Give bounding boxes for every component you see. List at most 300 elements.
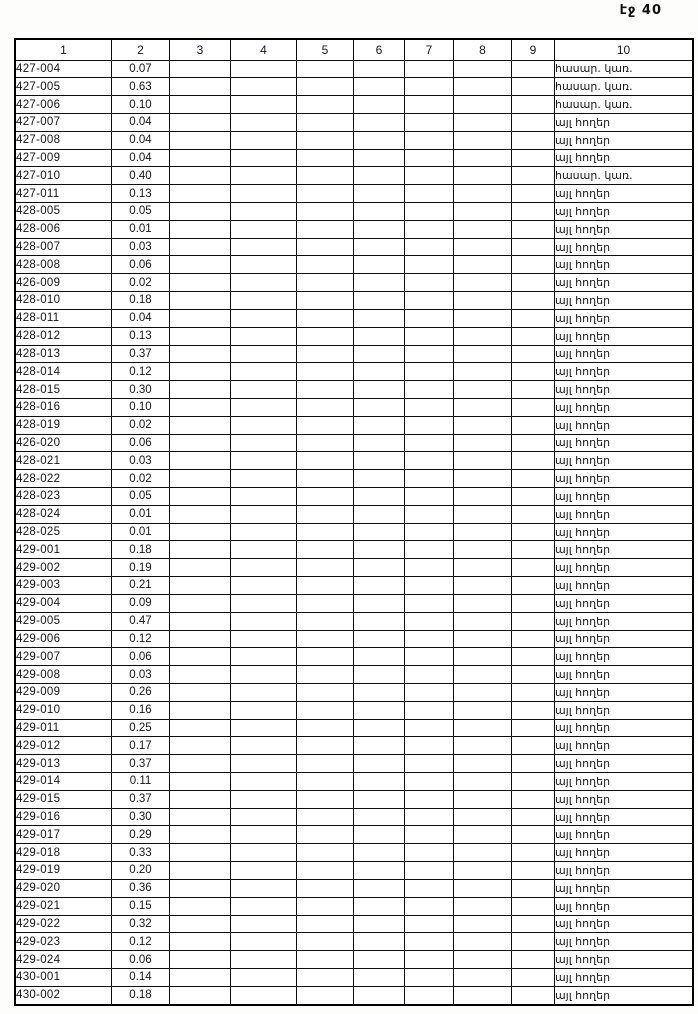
cell-empty: [454, 274, 512, 292]
cell-empty: [405, 131, 454, 149]
land-parcel-table: [14, 38, 694, 1006]
cell-empty: [354, 808, 405, 826]
cell-empty: [297, 327, 354, 345]
cell-parcel-code: 429-020: [15, 879, 112, 897]
cell-area-value: 0.19: [112, 559, 170, 577]
cell-empty: [454, 933, 512, 951]
cell-empty: [512, 594, 555, 612]
table-row: [15, 149, 693, 167]
cell-empty: [231, 862, 297, 880]
cell-parcel-code: 430-002: [15, 986, 112, 1005]
cell-empty: [231, 256, 297, 274]
table-row: [15, 238, 693, 256]
cell-land-use: այլ հողեր: [555, 345, 694, 363]
table-row: [15, 577, 693, 595]
table-row: [15, 292, 693, 310]
cell-parcel-code: 429-004: [15, 594, 112, 612]
cell-empty: [454, 78, 512, 96]
cell-empty: [297, 345, 354, 363]
cell-empty: [297, 755, 354, 773]
cell-empty: [170, 434, 231, 452]
cell-empty: [454, 826, 512, 844]
cell-empty: [297, 737, 354, 755]
cell-empty: [170, 345, 231, 363]
table-row: [15, 309, 693, 327]
cell-empty: [454, 345, 512, 363]
cell-empty: [297, 612, 354, 630]
cell-area-value: 0.33: [112, 844, 170, 862]
cell-land-use: այլ հողեր: [555, 434, 694, 452]
cell-empty: [354, 345, 405, 363]
cell-empty: [405, 256, 454, 274]
cell-empty: [405, 398, 454, 416]
cell-empty: [512, 96, 555, 114]
table-row: [15, 381, 693, 399]
cell-empty: [454, 577, 512, 595]
cell-empty: [405, 862, 454, 880]
cell-empty: [170, 951, 231, 969]
cell-empty: [454, 808, 512, 826]
cell-parcel-code: 428-021: [15, 452, 112, 470]
cell-empty: [170, 185, 231, 203]
cell-empty: [170, 256, 231, 274]
cell-land-use: այլ հողեր: [555, 505, 694, 523]
cell-land-use: այլ հողեր: [555, 630, 694, 648]
cell-land-use: այլ հողեր: [555, 274, 694, 292]
cell-empty: [454, 844, 512, 862]
cell-area-value: 0.03: [112, 238, 170, 256]
cell-area-value: 0.25: [112, 719, 170, 737]
cell-parcel-code: 429-017: [15, 826, 112, 844]
table-row: [15, 933, 693, 951]
cell-empty: [454, 666, 512, 684]
cell-empty: [405, 274, 454, 292]
table-row: [15, 915, 693, 933]
cell-empty: [512, 968, 555, 986]
table-row: [15, 363, 693, 381]
cell-empty: [354, 541, 405, 559]
cell-empty: [512, 416, 555, 434]
cell-parcel-code: 429-006: [15, 630, 112, 648]
cell-empty: [297, 897, 354, 915]
cell-parcel-code: 428-011: [15, 309, 112, 327]
cell-empty: [170, 220, 231, 238]
cell-land-use: այլ հողեր: [555, 612, 694, 630]
cell-area-value: 0.12: [112, 630, 170, 648]
cell-empty: [231, 238, 297, 256]
cell-empty: [231, 345, 297, 363]
cell-empty: [170, 541, 231, 559]
cell-empty: [170, 879, 231, 897]
cell-land-use: այլ հողեր: [555, 737, 694, 755]
cell-empty: [231, 844, 297, 862]
table-row: [15, 203, 693, 221]
cell-area-value: 0.30: [112, 381, 170, 399]
cell-area-value: 0.37: [112, 345, 170, 363]
column-header-2: 2: [112, 39, 170, 60]
cell-empty: [512, 666, 555, 684]
cell-land-use: այլ հողեր: [555, 790, 694, 808]
table-row: [15, 434, 693, 452]
cell-empty: [405, 60, 454, 78]
cell-land-use: այլ հողեր: [555, 559, 694, 577]
cell-empty: [170, 844, 231, 862]
cell-empty: [231, 274, 297, 292]
cell-land-use: այլ հողեր: [555, 594, 694, 612]
cell-empty: [231, 897, 297, 915]
cell-empty: [170, 203, 231, 221]
table-row: [15, 523, 693, 541]
cell-empty: [231, 666, 297, 684]
cell-land-use: այլ հողեր: [555, 149, 694, 167]
cell-empty: [512, 149, 555, 167]
cell-empty: [231, 719, 297, 737]
table-row: [15, 737, 693, 755]
cell-empty: [297, 968, 354, 986]
cell-empty: [297, 167, 354, 185]
cell-empty: [512, 915, 555, 933]
cell-empty: [170, 559, 231, 577]
cell-land-use: այլ հողեր: [555, 309, 694, 327]
cell-land-use: այլ հողեր: [555, 773, 694, 791]
cell-empty: [405, 203, 454, 221]
cell-empty: [354, 897, 405, 915]
cell-empty: [512, 683, 555, 701]
cell-empty: [297, 790, 354, 808]
cell-land-use: հասար. կառ.: [555, 60, 694, 78]
cell-empty: [297, 844, 354, 862]
cell-empty: [512, 363, 555, 381]
column-header-6: 6: [354, 39, 405, 60]
cell-empty: [297, 559, 354, 577]
cell-empty: [405, 790, 454, 808]
table-row: [15, 755, 693, 773]
cell-empty: [231, 434, 297, 452]
cell-empty: [512, 826, 555, 844]
cell-empty: [231, 594, 297, 612]
cell-land-use: այլ հողեր: [555, 719, 694, 737]
page-number-label: էջ 40: [619, 3, 662, 18]
table-row: [15, 452, 693, 470]
cell-empty: [231, 220, 297, 238]
cell-land-use: այլ հողեր: [555, 577, 694, 595]
cell-parcel-code: 427-011: [15, 185, 112, 203]
column-header-8: 8: [454, 39, 512, 60]
cell-land-use: այլ հողեր: [555, 951, 694, 969]
cell-empty: [297, 630, 354, 648]
cell-empty: [405, 523, 454, 541]
cell-empty: [454, 256, 512, 274]
cell-land-use: այլ հողեր: [555, 968, 694, 986]
cell-empty: [454, 488, 512, 506]
cell-empty: [231, 879, 297, 897]
cell-empty: [354, 630, 405, 648]
cell-empty: [512, 737, 555, 755]
cell-land-use: այլ հողեր: [555, 755, 694, 773]
table-row: [15, 113, 693, 131]
cell-land-use: այլ հողեր: [555, 897, 694, 915]
cell-parcel-code: 428-025: [15, 523, 112, 541]
cell-empty: [297, 683, 354, 701]
cell-empty: [231, 915, 297, 933]
cell-parcel-code: 429-005: [15, 612, 112, 630]
cell-parcel-code: 429-002: [15, 559, 112, 577]
cell-parcel-code: 429-001: [15, 541, 112, 559]
cell-empty: [297, 398, 354, 416]
cell-empty: [405, 452, 454, 470]
table-row: [15, 185, 693, 203]
cell-empty: [354, 648, 405, 666]
cell-empty: [512, 862, 555, 880]
cell-empty: [405, 773, 454, 791]
cell-empty: [297, 505, 354, 523]
cell-empty: [170, 470, 231, 488]
cell-empty: [231, 559, 297, 577]
cell-empty: [354, 862, 405, 880]
cell-empty: [454, 915, 512, 933]
cell-area-value: 0.12: [112, 933, 170, 951]
cell-empty: [454, 292, 512, 310]
cell-parcel-code: 427-007: [15, 113, 112, 131]
cell-empty: [454, 612, 512, 630]
cell-area-value: 0.14: [112, 968, 170, 986]
cell-empty: [405, 381, 454, 399]
cell-area-value: 0.04: [112, 149, 170, 167]
cell-empty: [297, 773, 354, 791]
cell-empty: [405, 309, 454, 327]
cell-parcel-code: 429-008: [15, 666, 112, 684]
cell-empty: [405, 78, 454, 96]
cell-empty: [354, 167, 405, 185]
cell-land-use: այլ հողեր: [555, 915, 694, 933]
cell-empty: [354, 220, 405, 238]
cell-empty: [231, 790, 297, 808]
table-row: [15, 594, 693, 612]
cell-empty: [354, 844, 405, 862]
cell-empty: [454, 309, 512, 327]
table-row: [15, 505, 693, 523]
cell-empty: [170, 78, 231, 96]
cell-empty: [405, 844, 454, 862]
cell-empty: [454, 416, 512, 434]
cell-parcel-code: 428-010: [15, 292, 112, 310]
cell-land-use: այլ հողեր: [555, 238, 694, 256]
cell-empty: [405, 113, 454, 131]
cell-empty: [405, 879, 454, 897]
cell-empty: [454, 790, 512, 808]
cell-empty: [297, 470, 354, 488]
table-row: [15, 683, 693, 701]
cell-empty: [512, 933, 555, 951]
cell-empty: [405, 915, 454, 933]
cell-empty: [170, 167, 231, 185]
cell-empty: [170, 897, 231, 915]
cell-land-use: այլ հողեր: [555, 933, 694, 951]
cell-parcel-code: 428-019: [15, 416, 112, 434]
cell-empty: [454, 363, 512, 381]
cell-land-use: այլ հողեր: [555, 185, 694, 203]
cell-empty: [454, 434, 512, 452]
cell-empty: [170, 523, 231, 541]
cell-empty: [170, 773, 231, 791]
cell-empty: [297, 719, 354, 737]
cell-parcel-code: 427-004: [15, 60, 112, 78]
cell-empty: [231, 416, 297, 434]
cell-empty: [354, 238, 405, 256]
cell-empty: [354, 951, 405, 969]
cell-empty: [405, 719, 454, 737]
table-row: [15, 470, 693, 488]
cell-empty: [231, 612, 297, 630]
cell-empty: [231, 773, 297, 791]
cell-area-value: 0.11: [112, 773, 170, 791]
cell-land-use: այլ հողեր: [555, 292, 694, 310]
cell-empty: [170, 309, 231, 327]
cell-land-use: այլ հողեր: [555, 203, 694, 221]
cell-empty: [512, 203, 555, 221]
table-row: [15, 808, 693, 826]
cell-empty: [454, 879, 512, 897]
cell-empty: [454, 719, 512, 737]
cell-empty: [354, 986, 405, 1005]
cell-area-value: 0.15: [112, 897, 170, 915]
cell-empty: [231, 541, 297, 559]
cell-area-value: 0.04: [112, 309, 170, 327]
cell-empty: [354, 577, 405, 595]
cell-empty: [454, 185, 512, 203]
cell-empty: [354, 773, 405, 791]
cell-parcel-code: 429-024: [15, 951, 112, 969]
cell-empty: [170, 398, 231, 416]
cell-empty: [512, 274, 555, 292]
cell-empty: [512, 808, 555, 826]
cell-parcel-code: 429-014: [15, 773, 112, 791]
cell-empty: [405, 737, 454, 755]
cell-empty: [454, 381, 512, 399]
cell-empty: [170, 790, 231, 808]
cell-empty: [170, 594, 231, 612]
cell-empty: [297, 986, 354, 1005]
cell-area-value: 0.03: [112, 452, 170, 470]
cell-empty: [354, 683, 405, 701]
cell-empty: [405, 559, 454, 577]
cell-empty: [354, 826, 405, 844]
cell-empty: [405, 470, 454, 488]
cell-area-value: 0.12: [112, 363, 170, 381]
cell-empty: [512, 879, 555, 897]
column-header-4: 4: [231, 39, 297, 60]
table-row: [15, 773, 693, 791]
cell-parcel-code: 429-016: [15, 808, 112, 826]
cell-empty: [170, 701, 231, 719]
cell-empty: [405, 434, 454, 452]
cell-empty: [512, 755, 555, 773]
table-row: [15, 488, 693, 506]
cell-empty: [454, 220, 512, 238]
cell-parcel-code: 430-001: [15, 968, 112, 986]
cell-land-use: հասար. կառ.: [555, 78, 694, 96]
cell-empty: [354, 398, 405, 416]
table-row: [15, 256, 693, 274]
cell-empty: [512, 773, 555, 791]
cell-empty: [454, 683, 512, 701]
cell-empty: [297, 915, 354, 933]
cell-empty: [512, 505, 555, 523]
cell-empty: [354, 879, 405, 897]
cell-land-use: հասար. կառ.: [555, 96, 694, 114]
cell-empty: [454, 862, 512, 880]
cell-empty: [512, 612, 555, 630]
cell-empty: [297, 416, 354, 434]
cell-empty: [454, 755, 512, 773]
cell-empty: [297, 274, 354, 292]
cell-empty: [512, 113, 555, 131]
table-row: [15, 897, 693, 915]
cell-parcel-code: 427-010: [15, 167, 112, 185]
cell-empty: [231, 933, 297, 951]
cell-empty: [354, 612, 405, 630]
cell-empty: [231, 96, 297, 114]
column-header-1: 1: [15, 39, 112, 60]
cell-empty: [297, 523, 354, 541]
cell-empty: [354, 149, 405, 167]
cell-empty: [405, 220, 454, 238]
cell-empty: [231, 523, 297, 541]
cell-land-use: այլ հողեր: [555, 220, 694, 238]
cell-parcel-code: 427-006: [15, 96, 112, 114]
cell-empty: [297, 826, 354, 844]
cell-parcel-code: 428-022: [15, 470, 112, 488]
cell-parcel-code: 429-007: [15, 648, 112, 666]
cell-empty: [454, 951, 512, 969]
cell-empty: [231, 577, 297, 595]
cell-empty: [297, 648, 354, 666]
table-row: [15, 648, 693, 666]
cell-empty: [512, 844, 555, 862]
column-header-3: 3: [170, 39, 231, 60]
cell-empty: [454, 60, 512, 78]
cell-empty: [512, 523, 555, 541]
cell-area-value: 0.10: [112, 398, 170, 416]
cell-land-use: այլ հողեր: [555, 398, 694, 416]
cell-empty: [297, 256, 354, 274]
cell-empty: [297, 701, 354, 719]
cell-empty: [297, 933, 354, 951]
cell-empty: [170, 968, 231, 986]
cell-empty: [297, 185, 354, 203]
cell-empty: [297, 60, 354, 78]
cell-empty: [170, 488, 231, 506]
cell-empty: [231, 951, 297, 969]
cell-empty: [405, 96, 454, 114]
cell-empty: [512, 327, 555, 345]
cell-empty: [170, 274, 231, 292]
cell-empty: [354, 505, 405, 523]
cell-empty: [512, 78, 555, 96]
cell-area-value: 0.07: [112, 60, 170, 78]
cell-empty: [354, 416, 405, 434]
cell-empty: [170, 238, 231, 256]
cell-land-use: այլ հողեր: [555, 986, 694, 1005]
cell-empty: [454, 113, 512, 131]
cell-parcel-code: 428-014: [15, 363, 112, 381]
column-header-9: 9: [512, 39, 555, 60]
cell-empty: [170, 719, 231, 737]
cell-empty: [405, 701, 454, 719]
cell-parcel-code: 428-007: [15, 238, 112, 256]
cell-parcel-code: 429-013: [15, 755, 112, 773]
cell-empty: [297, 238, 354, 256]
